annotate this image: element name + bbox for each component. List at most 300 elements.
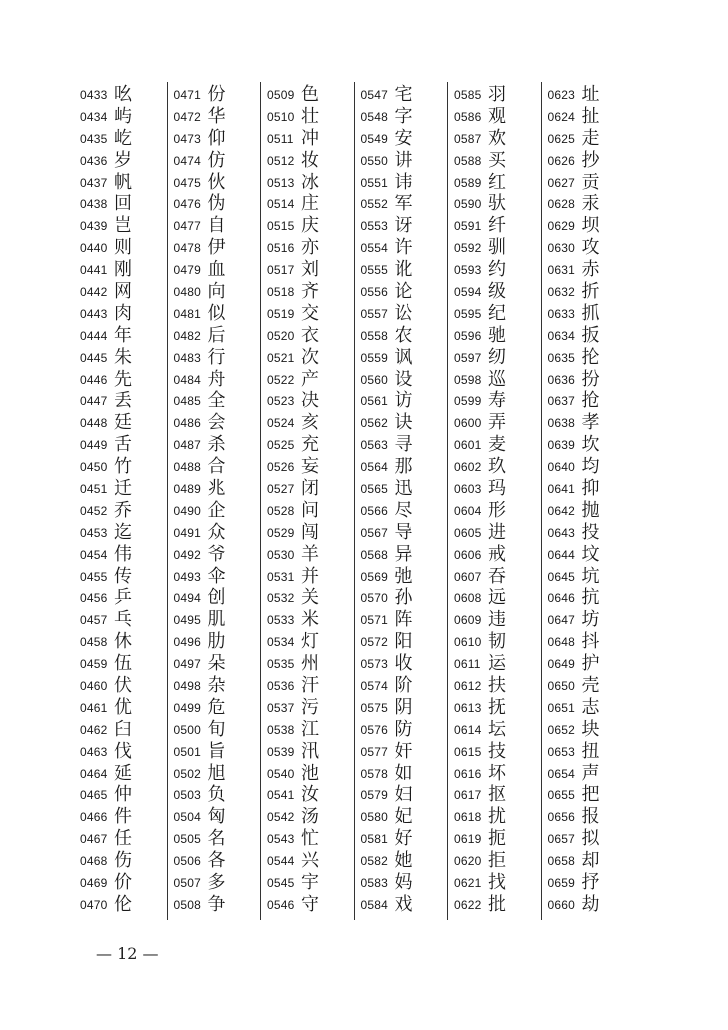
- entry-character: 屹: [114, 127, 132, 149]
- entry-character: 违: [488, 609, 506, 631]
- entry-code: 0534: [267, 635, 295, 650]
- character-entry: [548, 456, 635, 478]
- entry-code: 0456: [80, 591, 108, 606]
- entry-code: 0645: [547, 569, 575, 584]
- character-entry: [454, 828, 541, 850]
- entry-code: 0522: [267, 372, 295, 387]
- entry-character: 汞: [581, 193, 600, 215]
- character-entry: [454, 369, 541, 391]
- character-entry: [174, 500, 261, 522]
- character-entry: [454, 259, 541, 281]
- character-entry: [454, 434, 541, 456]
- character-entry: [80, 719, 167, 741]
- entry-code: 0586: [454, 109, 482, 124]
- entry-character: 众: [207, 521, 226, 543]
- character-entry: [80, 741, 167, 763]
- character-entry: [361, 785, 448, 807]
- character-entry: [454, 544, 541, 566]
- entry-character: 污: [301, 696, 319, 718]
- entry-code: 0447: [80, 394, 108, 409]
- entry-code: 0466: [80, 810, 108, 825]
- entry-code: 0460: [80, 678, 108, 693]
- entry-character: 运: [488, 653, 506, 675]
- entry-character: 件: [114, 806, 132, 828]
- entry-character: 戒: [488, 543, 506, 565]
- entry-character: 危: [207, 696, 226, 718]
- character-entry: [361, 763, 448, 785]
- entry-code: 0597: [454, 350, 482, 365]
- character-entry: [267, 456, 354, 478]
- character-entry: [174, 587, 261, 609]
- character-entry: [267, 741, 354, 763]
- character-entry: [361, 894, 448, 916]
- character-entry: [174, 347, 261, 369]
- entry-character: 衣: [301, 324, 319, 346]
- entry-code: 0592: [454, 241, 482, 256]
- character-entry: [454, 172, 541, 194]
- entry-code: 0577: [360, 744, 388, 759]
- entry-code: 0632: [547, 284, 575, 299]
- entry-character: 汝: [301, 784, 319, 806]
- entry-code: 0540: [267, 766, 295, 781]
- character-entry: [80, 828, 167, 850]
- entry-code: 0603: [454, 481, 482, 496]
- character-entry: [267, 172, 354, 194]
- entry-character: 远: [488, 587, 506, 609]
- entry-character: 杀: [207, 434, 226, 456]
- character-entry: [174, 763, 261, 785]
- entry-character: 肋: [207, 631, 226, 653]
- character-entry: [454, 741, 541, 763]
- entry-code: 0457: [80, 613, 108, 628]
- character-entry: [174, 522, 261, 544]
- entry-character: 廷: [114, 412, 132, 434]
- entry-character: 扰: [488, 806, 506, 828]
- entry-code: 0444: [80, 328, 108, 343]
- entry-code: 0614: [454, 722, 482, 737]
- character-entry: [361, 806, 448, 828]
- character-entry: [454, 587, 541, 609]
- entry-code: 0608: [454, 591, 482, 606]
- entry-character: 守: [301, 893, 319, 915]
- character-entry: [80, 84, 167, 106]
- entry-code: 0595: [454, 306, 482, 321]
- character-entry: [548, 478, 635, 500]
- character-entry: [454, 566, 541, 588]
- entry-code: 0494: [173, 591, 201, 606]
- character-entry: [548, 434, 635, 456]
- character-entry: [361, 325, 448, 347]
- entry-character: 抠: [488, 784, 506, 806]
- entry-character: 妃: [394, 806, 413, 828]
- character-entry: [548, 347, 635, 369]
- entry-code: 0563: [360, 438, 388, 453]
- character-entry: [267, 434, 354, 456]
- entry-code: 0617: [454, 788, 482, 803]
- entry-code: 0584: [360, 897, 388, 912]
- entry-character: 坎: [581, 434, 600, 456]
- character-entry: [174, 237, 261, 259]
- entry-character: 似: [207, 302, 226, 324]
- character-entry: [174, 653, 261, 675]
- entry-code: 0476: [173, 197, 201, 212]
- entry-character: 讲: [394, 149, 413, 171]
- entry-code: 0605: [454, 525, 482, 540]
- entry-character: 舌: [114, 434, 132, 456]
- entry-character: 臼: [114, 718, 132, 740]
- character-entry: [174, 303, 261, 325]
- character-entry: [361, 84, 448, 106]
- entry-code: 0590: [454, 197, 482, 212]
- entry-character: 阴: [394, 696, 413, 718]
- entry-character: 她: [394, 850, 413, 872]
- character-entry: [548, 325, 635, 347]
- character-entry: [267, 806, 354, 828]
- character-entry: [80, 128, 167, 150]
- entry-character: 讼: [394, 302, 413, 324]
- entry-character: 如: [394, 762, 413, 784]
- entry-character: 后: [207, 324, 226, 346]
- entry-character: 许: [394, 237, 413, 259]
- character-entry: [454, 675, 541, 697]
- character-entry: [267, 522, 354, 544]
- character-entry: [174, 390, 261, 412]
- entry-character: 兴: [301, 850, 319, 872]
- character-entry: [548, 806, 635, 828]
- entry-code: 0548: [360, 109, 388, 124]
- entry-character: 弛: [394, 565, 413, 587]
- character-entry: [174, 544, 261, 566]
- entry-code: 0445: [80, 350, 108, 365]
- entry-code: 0461: [80, 700, 108, 715]
- entry-code: 0489: [173, 481, 201, 496]
- entry-code: 0659: [547, 876, 575, 890]
- entry-character: 扼: [488, 828, 506, 850]
- entry-code: 0437: [80, 175, 108, 190]
- entry-code: 0588: [454, 153, 482, 168]
- entry-code: 0657: [547, 832, 575, 847]
- entry-character: 岁: [114, 149, 132, 171]
- entry-character: 伏: [114, 674, 132, 696]
- character-entry: [454, 631, 541, 653]
- entry-code: 0472: [173, 109, 201, 124]
- entry-character: 弄: [488, 412, 506, 434]
- entry-character: 麦: [488, 434, 506, 456]
- entry-character: 壳: [581, 674, 600, 696]
- entry-code: 0440: [80, 241, 108, 256]
- character-entry: [80, 106, 167, 128]
- entry-code: 0576: [360, 722, 388, 737]
- entry-code: 0654: [547, 766, 575, 781]
- entry-character: 旨: [207, 740, 226, 762]
- entry-code: 0564: [360, 460, 388, 475]
- entry-code: 0571: [360, 613, 388, 628]
- character-entry: [267, 347, 354, 369]
- entry-code: 0451: [80, 481, 108, 496]
- entry-code: 0619: [454, 832, 482, 847]
- entry-character: 华: [207, 105, 226, 127]
- entry-character: 巡: [488, 368, 506, 390]
- character-entry: [80, 259, 167, 281]
- entry-code: 0561: [360, 394, 388, 409]
- entry-character: 价: [114, 872, 132, 893]
- character-entry: [174, 193, 261, 215]
- entry-character: 回: [114, 193, 132, 215]
- character-entry: [267, 544, 354, 566]
- entry-character: 亥: [301, 412, 319, 434]
- entry-character: 坝: [581, 215, 600, 237]
- character-entry: [80, 456, 167, 478]
- entry-character: 坛: [488, 718, 506, 740]
- entry-code: 0508: [173, 897, 201, 912]
- entry-character: 吞: [488, 565, 506, 587]
- entry-character: 庄: [301, 193, 319, 215]
- character-entry: [361, 303, 448, 325]
- entry-code: 0503: [173, 788, 201, 803]
- character-entry: [80, 544, 167, 566]
- entry-character: 坏: [488, 762, 506, 784]
- entry-code: 0635: [547, 350, 575, 365]
- entry-code: 0539: [267, 744, 295, 759]
- entry-code: 0492: [173, 547, 201, 562]
- character-entry: [80, 763, 167, 785]
- entry-code: 0448: [80, 416, 108, 431]
- character-entry: [174, 850, 261, 872]
- entry-character: 均: [581, 456, 600, 478]
- entry-code: 0493: [173, 569, 201, 584]
- entry-character: 乓: [114, 609, 132, 631]
- character-entry: [548, 259, 635, 281]
- character-entry: [267, 478, 354, 500]
- entry-code: 0583: [360, 876, 388, 890]
- entry-character: 诀: [394, 412, 413, 434]
- character-entry: [454, 653, 541, 675]
- entry-character: 扶: [488, 674, 506, 696]
- character-entry: [548, 237, 635, 259]
- entry-code: 0636: [547, 372, 575, 387]
- entry-character: 争: [207, 893, 226, 915]
- entry-character: 充: [301, 434, 319, 456]
- character-entry: [548, 675, 635, 697]
- character-entry: [267, 128, 354, 150]
- character-entry: [80, 609, 167, 631]
- character-entry: [454, 128, 541, 150]
- character-entry: [174, 741, 261, 763]
- character-entry: [454, 281, 541, 303]
- entry-code: 0578: [360, 766, 388, 781]
- character-entry: [454, 347, 541, 369]
- entry-character: 亦: [301, 237, 319, 259]
- entry-code: 0585: [454, 87, 482, 102]
- character-entry: [80, 434, 167, 456]
- entry-code: 0658: [547, 854, 575, 869]
- entry-code: 0543: [267, 832, 295, 847]
- entry-character: 红: [488, 171, 506, 193]
- entry-code: 0528: [267, 503, 295, 518]
- character-entry: [548, 106, 635, 128]
- character-entry: [267, 303, 354, 325]
- entry-character: 防: [394, 718, 413, 740]
- character-entry: [80, 478, 167, 500]
- character-entry: [361, 478, 448, 500]
- entry-code: 0495: [173, 613, 201, 628]
- entry-character: 网: [114, 280, 132, 302]
- entry-code: 0649: [547, 657, 575, 672]
- entry-code: 0613: [454, 700, 482, 715]
- entry-character: 抛: [581, 499, 600, 521]
- entry-code: 0513: [267, 175, 295, 190]
- entry-character: 孙: [394, 587, 413, 609]
- entry-code: 0537: [267, 700, 295, 715]
- entry-character: 羽: [488, 83, 506, 105]
- entry-character: 闭: [301, 477, 319, 499]
- entry-character: 创: [207, 587, 226, 609]
- character-entry: [174, 369, 261, 391]
- character-entry: [454, 390, 541, 412]
- entry-character: 纤: [488, 215, 506, 237]
- character-entry: [267, 369, 354, 391]
- entry-code: 0554: [360, 241, 388, 256]
- character-entry: [548, 500, 635, 522]
- entry-code: 0502: [173, 766, 201, 781]
- entry-code: 0555: [360, 263, 388, 278]
- character-entry: [174, 259, 261, 281]
- entry-character: 迅: [394, 477, 413, 499]
- character-entry: [454, 806, 541, 828]
- entry-code: 0480: [173, 284, 201, 299]
- entry-code: 0550: [360, 153, 388, 168]
- character-entry: [80, 390, 167, 412]
- character-entry: [548, 697, 635, 719]
- character-entry: [361, 719, 448, 741]
- entry-code: 0471: [173, 87, 201, 102]
- entry-code: 0623: [547, 87, 575, 102]
- character-entry: [80, 566, 167, 588]
- entry-code: 0567: [360, 525, 388, 540]
- entry-character: 技: [488, 740, 506, 762]
- entry-character: 驰: [488, 324, 506, 346]
- character-entry: [548, 894, 635, 916]
- entry-code: 0601: [454, 438, 482, 453]
- entry-code: 0572: [360, 635, 388, 650]
- character-entry: [454, 215, 541, 237]
- entry-character: 攻: [581, 237, 600, 259]
- character-entry: [174, 872, 261, 894]
- entry-character: 忙: [301, 828, 319, 850]
- entry-code: 0479: [173, 263, 201, 278]
- entry-code: 0640: [547, 460, 575, 475]
- entry-code: 0449: [80, 438, 108, 453]
- entry-code: 0519: [267, 306, 295, 321]
- entry-code: 0531: [267, 569, 295, 584]
- character-entry: [174, 325, 261, 347]
- entry-character: 论: [394, 280, 413, 302]
- character-entry: [174, 631, 261, 653]
- entry-code: 0622: [454, 897, 482, 912]
- entry-code: 0651: [547, 700, 575, 715]
- entry-character: 扯: [581, 105, 600, 127]
- entry-code: 0642: [547, 503, 575, 518]
- entry-character: 舟: [207, 368, 226, 390]
- table-column: [74, 82, 168, 920]
- entry-code: 0568: [360, 547, 388, 562]
- entry-character: 伪: [207, 193, 226, 215]
- character-entry: [80, 150, 167, 172]
- character-entry: [267, 566, 354, 588]
- entry-character: 匈: [207, 806, 226, 828]
- entry-code: 0653: [547, 744, 575, 759]
- entry-code: 0607: [454, 569, 482, 584]
- entry-character: 投: [581, 521, 600, 543]
- entry-code: 0639: [547, 438, 575, 453]
- entry-code: 0631: [547, 263, 575, 278]
- entry-code: 0574: [360, 678, 388, 693]
- entry-character: 会: [207, 412, 226, 434]
- character-entry: [361, 281, 448, 303]
- entry-character: 形: [488, 499, 506, 521]
- entry-code: 0524: [267, 416, 295, 431]
- entry-code: 0529: [267, 525, 295, 540]
- entry-character: 韧: [488, 631, 506, 653]
- entry-character: 阳: [394, 631, 413, 653]
- entry-code: 0442: [80, 284, 108, 299]
- entry-code: 0638: [547, 416, 575, 431]
- character-entry: [80, 785, 167, 807]
- entry-character: 旭: [207, 762, 226, 784]
- character-entry: [454, 894, 541, 916]
- character-entry: [80, 587, 167, 609]
- entry-code: 0580: [360, 810, 388, 825]
- entry-character: 抗: [581, 587, 600, 609]
- entry-character: 进: [488, 521, 506, 543]
- entry-character: 驯: [488, 237, 506, 259]
- character-entry: [174, 84, 261, 106]
- character-entry: [80, 631, 167, 653]
- entry-character: 妄: [301, 456, 319, 478]
- character-entry: [548, 609, 635, 631]
- entry-character: 宇: [301, 872, 319, 893]
- entry-character: 旬: [207, 718, 226, 740]
- entry-code: 0436: [80, 153, 108, 168]
- entry-code: 0558: [360, 328, 388, 343]
- entry-character: 闯: [301, 521, 319, 543]
- entry-character: 年: [114, 324, 132, 346]
- entry-character: 农: [394, 324, 413, 346]
- table-column: [448, 82, 542, 920]
- character-entry: [548, 193, 635, 215]
- entry-character: 合: [207, 456, 226, 478]
- entry-code: 0647: [547, 613, 575, 628]
- entry-code: 0473: [173, 131, 201, 146]
- entry-character: 先: [114, 368, 132, 390]
- entry-code: 0598: [454, 372, 482, 387]
- entry-character: 尽: [394, 499, 413, 521]
- entry-code: 0557: [360, 306, 388, 321]
- entry-character: 抖: [581, 631, 600, 653]
- entry-code: 0483: [173, 350, 201, 365]
- entry-code: 0443: [80, 306, 108, 321]
- character-entry: [361, 741, 448, 763]
- entry-character: 阶: [394, 674, 413, 696]
- character-entry: [548, 84, 635, 106]
- entry-code: 0579: [360, 788, 388, 803]
- entry-code: 0527: [267, 481, 295, 496]
- entry-code: 0482: [173, 328, 201, 343]
- entry-code: 0624: [547, 109, 575, 124]
- character-entry: [361, 609, 448, 631]
- character-entry: [454, 412, 541, 434]
- character-entry: [361, 237, 448, 259]
